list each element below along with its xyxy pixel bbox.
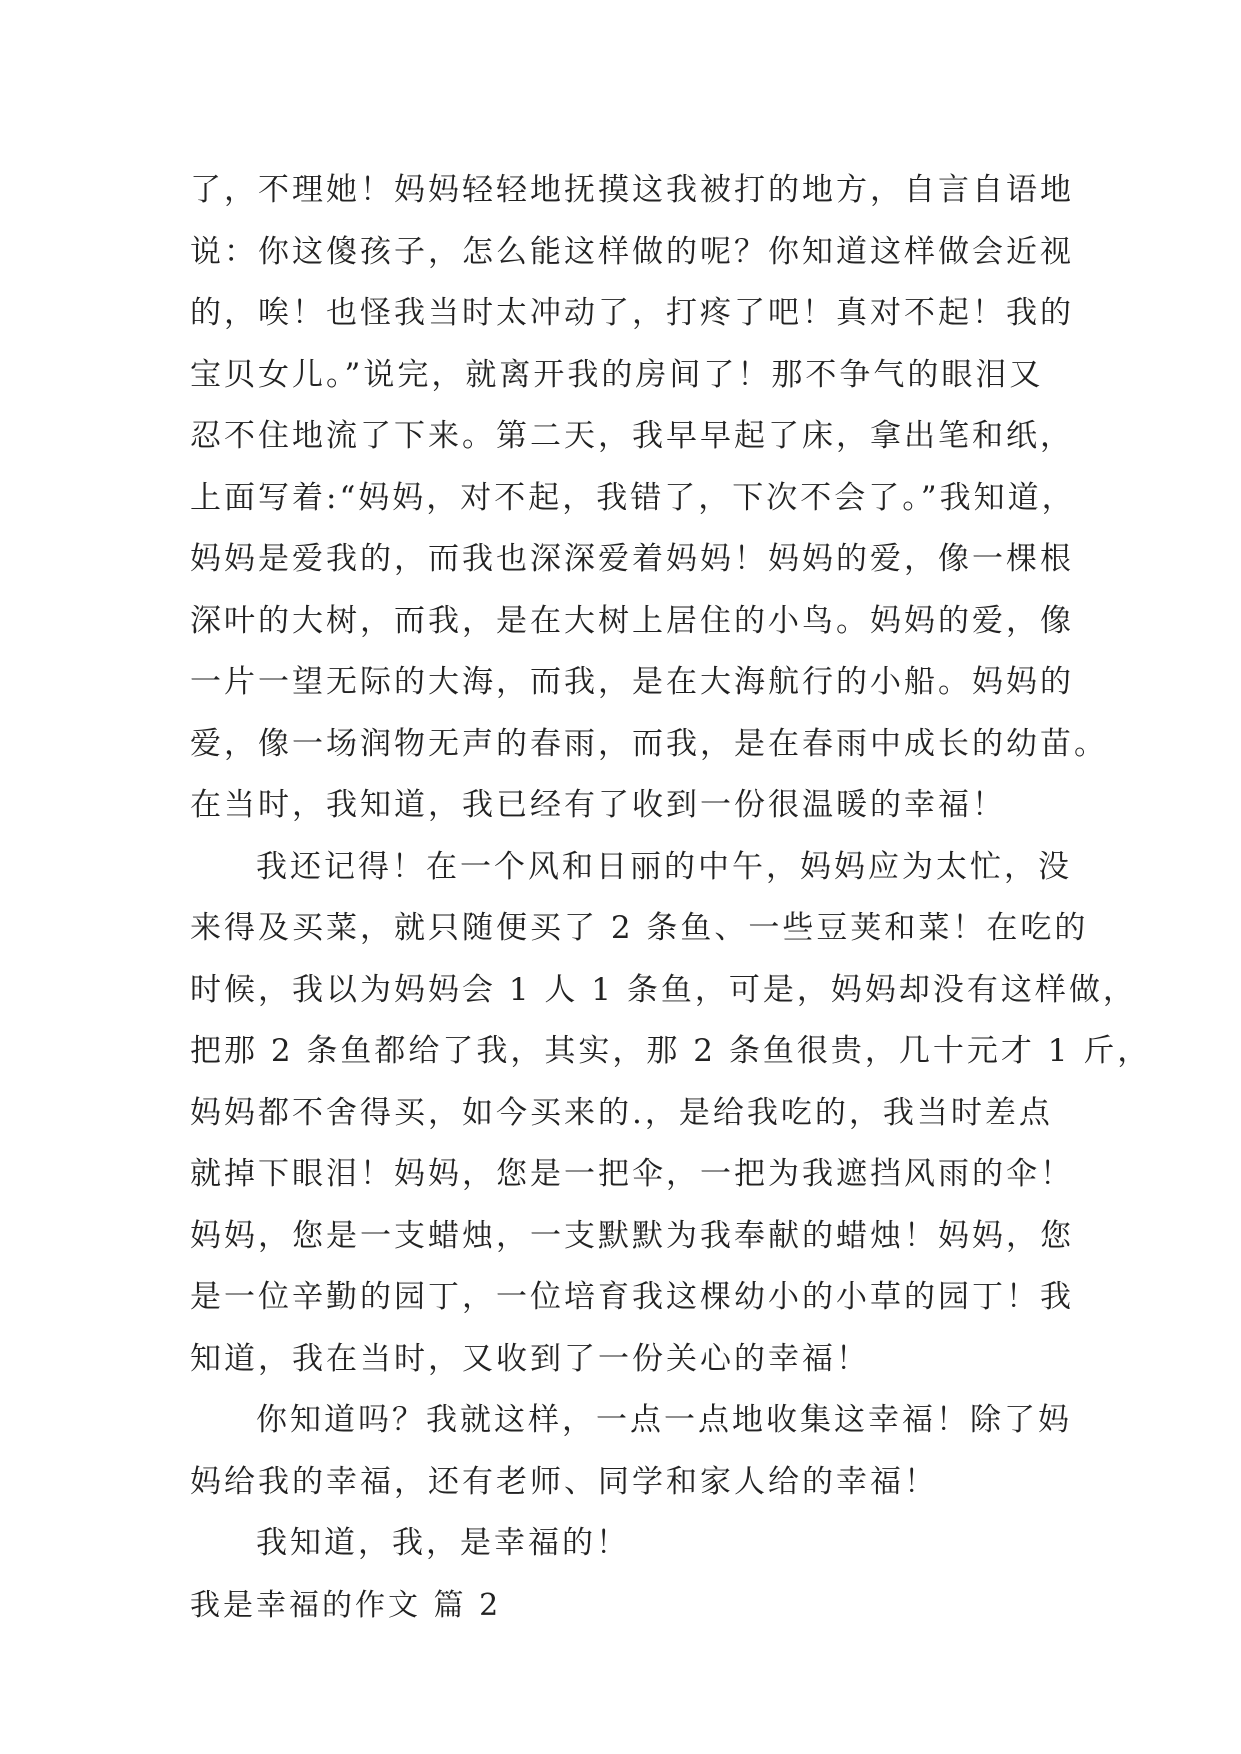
essay-body	[190, 160, 1152, 1636]
text-line: 妈给我的幸福，还有老师、同学和家人给的幸福！	[190, 1463, 938, 1500]
text-line: 我知道，我，是幸福的！	[256, 1525, 630, 1561]
text-line: 的，唉！也怪我当时太冲动了，打疼了吧！真对不起！我的	[190, 295, 1074, 331]
text-line: 爱，像一场润物无声的春雨，而我，是在春雨中成长的幼苗。	[190, 725, 1108, 762]
text-line: 了，不理她！妈妈轻轻地抚摸这我被打的地方，自言自语地	[190, 172, 1074, 208]
text-line: 你知道吗？我就这样，一点一点地收集这幸福！除了妈	[256, 1402, 1072, 1438]
text-line: 忍不住地流了下来。第二天，我早早起了床，拿出笔和纸，	[190, 418, 1074, 454]
text-line: 妈妈是爱我的，而我也深深爱着妈妈！妈妈的爱，像一棵根	[190, 541, 1074, 577]
text-line: 在当时，我知道，我已经有了收到一份很温暖的幸福！	[190, 787, 1006, 823]
paragraph-4	[190, 1513, 1070, 1575]
text-line: 妈妈都不舍得买，如今买来的.，是给我吃的，我当时差点	[190, 1094, 1053, 1131]
text-line: 说：你这傻孩子，怎么能这样做的呢？你知道这样做会近视	[190, 233, 1074, 270]
text-line: 一片一望无际的大海，而我，是在大海航行的小船。妈妈的	[190, 664, 1074, 700]
text-line: 妈妈，您是一支蜡烛，一支默默为我奉献的蜡烛！妈妈，您	[190, 1217, 1074, 1254]
text-line: 来得及买菜，就只随便买了 2 条鱼、一些豆荚和菜！在吃的	[190, 910, 1089, 946]
text-line: 上面写着:“妈妈，对不起，我错了，下次不会了。”我知道，	[190, 479, 1076, 516]
paragraph-2	[190, 837, 1152, 1391]
text-line: 是一位辛勤的园丁，一位培育我这棵幼小的小草的园丁！我	[190, 1279, 1074, 1315]
section-heading-block	[190, 1575, 1070, 1637]
text-line: 深叶的大树，而我，是在大树上居住的小鸟。妈妈的爱，像	[190, 602, 1074, 639]
text-line: 我还记得！在一个风和日丽的中午，妈妈应为太忙，没	[256, 848, 1072, 885]
text-line: 时候，我以为妈妈会 1 人 1 条鱼，可是，妈妈却没有这样做，	[190, 971, 1137, 1008]
text-line: 把那 2 条鱼都给了我，其实，那 2 条鱼很贵，几十元才 1 斤，	[190, 1033, 1152, 1069]
text-line: 宝贝女儿。”说完，就离开我的房间了！那不争气的眼泪又	[190, 356, 1044, 393]
text-line: 知道，我在当时，又收到了一份关心的幸福！	[190, 1340, 870, 1377]
paragraph-1	[190, 160, 1108, 837]
text-line: 就掉下眼泪！妈妈，您是一把伞，一把为我遮挡风雨的伞！	[190, 1156, 1074, 1192]
paragraph-3	[190, 1390, 1070, 1513]
section-heading: 我是幸福的作文 篇 2	[190, 1587, 502, 1623]
